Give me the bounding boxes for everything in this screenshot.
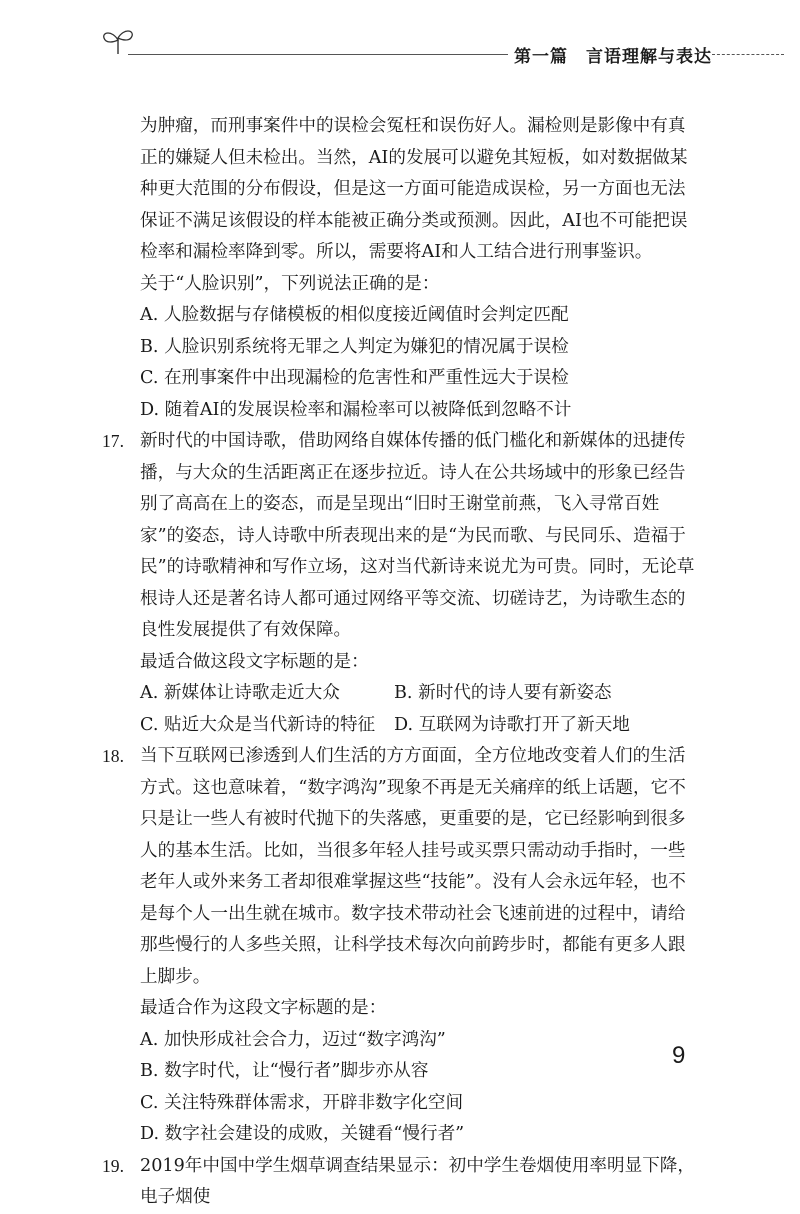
question-16-continuation xyxy=(104,111,702,426)
question-17-number: 17. xyxy=(102,431,124,451)
question-19-passage: 2019年中国中学生烟草调查结果显示：初中学生卷烟使用率明显下降，电子烟使 xyxy=(140,1155,695,1207)
page-number: 9 xyxy=(672,1042,686,1069)
page-content xyxy=(104,111,702,1214)
question-18 xyxy=(104,741,702,1151)
sprout-icon xyxy=(98,26,138,56)
question-19-number: 19. xyxy=(102,1155,124,1176)
question-17-prompt: 最适合做这段文字标题的是： xyxy=(140,651,369,672)
question-16-passage: 为肿瘤，而刑事案件中的误检会冤枉和误伤好人。漏检则是影像中有真正的嫌疑人但未检出。当然，AI的发展可以避免其短板，如对数据做某种更大范围的分布假设，但是这一方面可能造成误检，另一方面也无法保证不满足该假设的样本能被正确分类或预测。因此，AI也不可能把误检率和漏检率降到零。所以，需要将AI和人工结合进行刑事鉴识。 xyxy=(140,116,688,262)
question-16-prompt: 关于“人脸识别”，下列说法正确的是： xyxy=(140,273,440,294)
question-18-number: 18. xyxy=(102,746,124,766)
question-18-option-a: A. 加快形成社会合力，迈过“数字鸿沟” xyxy=(140,1029,446,1050)
question-18-option-c: C. 关注特殊群体需求，开辟非数字化空间 xyxy=(140,1092,464,1113)
question-17-option-b: B. 新时代的诗人要有新姿态 xyxy=(394,683,612,703)
question-17 xyxy=(104,426,702,741)
header-rule-dashed xyxy=(712,54,784,55)
question-16-option-c: C. 在刑事案件中出现漏检的危害性和严重性远大于误检 xyxy=(140,368,569,388)
question-18-option-d: D. 数字社会建设的成败，关键看“慢行者” xyxy=(140,1124,465,1144)
question-16-option-b: B. 人脸识别系统将无罪之人判定为嫌犯的情况属于误检 xyxy=(140,336,569,357)
question-17-option-d: D. 互联网为诗歌打开了新天地 xyxy=(394,714,630,735)
question-19 xyxy=(104,1151,702,1214)
question-18-passage: 当下互联网已渗透到人们生活的方方面面，全方位地改变着人们的生活方式。这也意味着，“数字鸿沟”现象不再是无关痛痒的纸上话题，它不只是让一些人有被时代抛下的失落感，更重要的是，它已经影响到很多人的基本生活。比如，当很多年轻人挂号或买票只需动动手指时，一些老年人或外来务工者却很难掌握这些“技能”。没有人会永远年轻，也不是每个人一出生就在城市。数字技术带动社会飞速前进的过程中，请给那些慢行的人多些关照，让科学技术每次向前跨步时，都能有更多人跟上脚步。 xyxy=(140,746,686,987)
page-header xyxy=(0,0,800,80)
question-17-options-row-2 xyxy=(140,710,702,742)
question-18-prompt: 最适合作为这段文字标题的是： xyxy=(140,998,387,1018)
section-title: 第一篇 言语理解与表达 xyxy=(514,47,712,67)
question-16-option-a: A. 人脸数据与存储模板的相似度接近阈值时会判定匹配 xyxy=(140,305,569,325)
header-rule xyxy=(128,54,508,55)
question-17-passage: 新时代的中国诗歌，借助网络自媒体传播的低门槛化和新媒体的迅捷传播，与大众的生活距离正在逐步拉近。诗人在公共场域中的形象已经告别了高高在上的姿态，而是呈现出“旧时王谢堂前燕，飞入寻常百姓家”的姿态，诗人诗歌中所表现出来的是“为民而歌、与民同乐、造福于民”的诗歌精神和写作立场，这对当代新诗来说尤为可贵。同时，无论草根诗人还是著名诗人都可通过网络平等交流、切磋诗艺，为诗歌生态的良性发展提供了有效保障。 xyxy=(140,431,695,640)
question-18-option-b: B. 数字时代，让“慢行者”脚步亦从容 xyxy=(140,1061,429,1081)
question-17-option-a: A. 新媒体让诗歌走近大众 xyxy=(140,683,340,703)
question-17-options-row-1 xyxy=(140,678,702,710)
question-17-option-c: C. 贴近大众是当代新诗的特征 xyxy=(140,714,376,735)
question-16-option-d: D. 随着AI的发展误检率和漏检率可以被降低到忽略不计 xyxy=(140,399,572,420)
